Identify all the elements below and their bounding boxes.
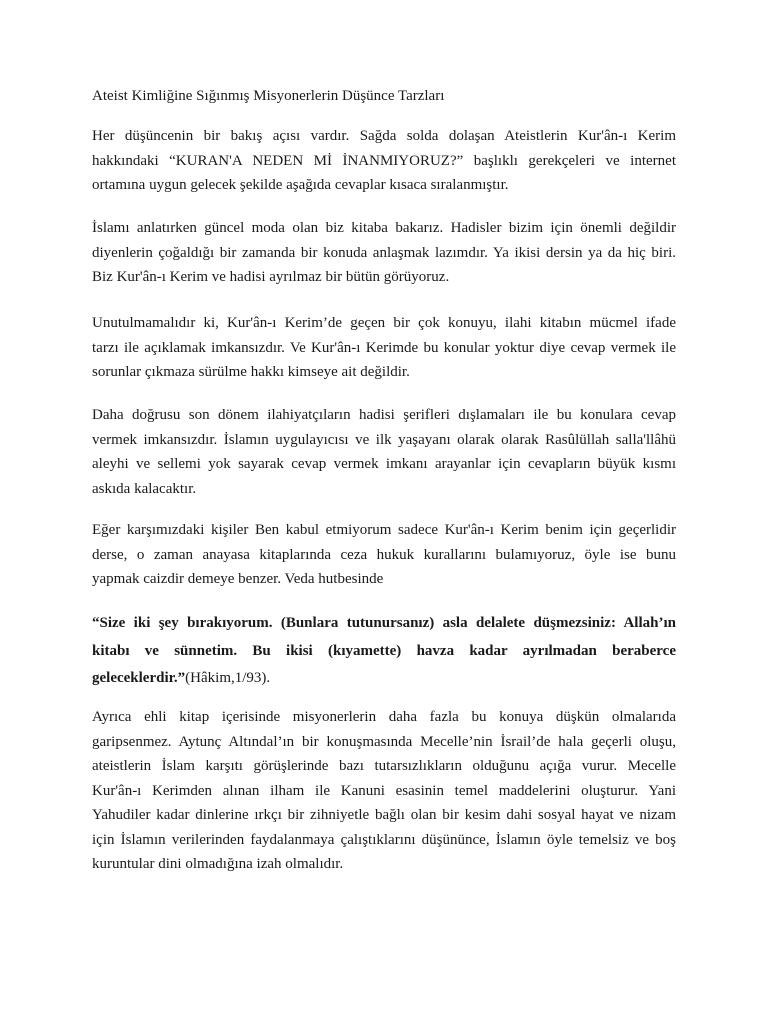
text-line: diyenlerin çoğaldığı bir zamanda bir konuda anlaşmak lazımdır. Ya ikisi dersin ya da hiç biri.	[92, 244, 676, 261]
text-line: Unutulmamalıdır ki, Kur'ân-ı Kerim’de geçen bir çok konuyu, ilahi kitabın mücmel ifade	[92, 315, 676, 331]
paragraph-1	[92, 124, 676, 198]
text-line: sorunlar çıkmaza sürülme hakkı kimseye ait değildir.	[92, 364, 410, 380]
quote-last-line	[92, 665, 676, 693]
text-line: garipsenmez. Aytunç Altındal’ın bir konuşmasında Mecelle’nin İsrail’de hala geçerli oluşu,	[92, 733, 676, 750]
text-line: Yahudiler kadar dinlerine ırkçı bir zihniyetle bağlı olan bir kesim dahi sosyal hayat ve nizam	[92, 807, 676, 823]
paragraph-3	[92, 311, 676, 385]
text-line: hakkındaki “KURAN'A NEDEN Mİ İNANMIYORUZ?” başlıklı gerekçeleri ve internet	[92, 152, 676, 169]
text-line: tarzı ile açıklamak imkansızdır. Ve Kur'ân-ı Kerimde bu konular yoktur diye cevap vermek ile	[92, 339, 676, 356]
text-line: ortamına uygun gelecek şekilde aşağıda cevaplar kısaca sıralanmıştır.	[92, 177, 509, 193]
paragraph-7	[92, 705, 676, 877]
text-line: Her düşüncenin bir bakış açısı vardır. Sağda solda dolaşan Ateistlerin Kur'ân-ı Kerim	[92, 128, 676, 144]
paragraph-4	[92, 403, 676, 501]
text-line: ateistlerin İslam karşıtı görüşlerinde bazı tutarsızlıkların olduğunu açığa vurur. Mecelle	[92, 758, 676, 774]
text-line: yapmak caizdir demeye benzer. Veda hutbesinde	[92, 571, 384, 587]
paragraph-2	[92, 216, 676, 290]
text-line: derse, o zaman anayasa kitaplarında ceza hukuk kurallarını bulamıyoruz, öyle ise bunu	[92, 546, 676, 563]
paragraph-5	[92, 518, 676, 592]
document-title: Ateist Kimliğine Sığınmış Misyonerlerin Düşünce Tarzları	[92, 88, 445, 104]
text-line: için İslamın verilerinden faydalanmaya çalıştıklarını düşününce, İslamın öyle temelsiz ve boş	[92, 831, 676, 848]
quote-line: “Size iki şey bırakıyorum. (Bunlara tutunursanız) asla delalete düşmezsiniz: Allah’ın	[92, 615, 676, 631]
text-line: Ayrıca ehli kitap içerisinde misyonerlerin daha fazla bu konuya düşkün olmalarıda	[92, 709, 676, 725]
text-line: vermek imkansızdır. İslamın uygulayıcısı ve ilk yaşayanı olarak olarak Rasûlüllah salla'llâhü	[92, 431, 676, 448]
text-line: Biz Kur'ân-ı Kerim ve hadisi ayrılmaz bir bütün görüyoruz.	[92, 269, 450, 285]
text-line: Daha doğrusu son dönem ilahiyatçıların hadisi şerifleri dışlamaları ile bu konulara cevap	[92, 407, 676, 423]
text-line: aleyhi ve sellemi yok sayarak cevap vermek imkanı arayanlar için cevapların büyük kısmı	[92, 456, 676, 472]
text-line: kuruntular dini olmadığına izah olmalıdır.	[92, 856, 344, 872]
quote-line: kitabı ve sünnetim. Bu ikisi (kıyamette) havza kadar ayrılmadan beraberce	[92, 642, 676, 659]
text-line: askıda kalacaktır.	[92, 480, 197, 497]
text-line: Kur'ân-ı Kerimden alınan ilham ile Kanuni esasinin temel maddelerini oluşturur. Yani	[92, 782, 676, 799]
hadith-quote-paragraph	[92, 610, 676, 693]
citation: (Hâkim,1/93).	[185, 670, 271, 686]
text-line: İslamı anlatırken güncel moda olan biz kitaba bakarız. Hadisler bizim için önemli değildir	[92, 220, 676, 236]
quote-line: geleceklerdir.”	[92, 670, 186, 686]
text-line: Eğer karşımızdaki kişiler Ben kabul etmiyorum sadece Kur'ân-ı Kerim benim için geçerlidir	[92, 522, 676, 538]
